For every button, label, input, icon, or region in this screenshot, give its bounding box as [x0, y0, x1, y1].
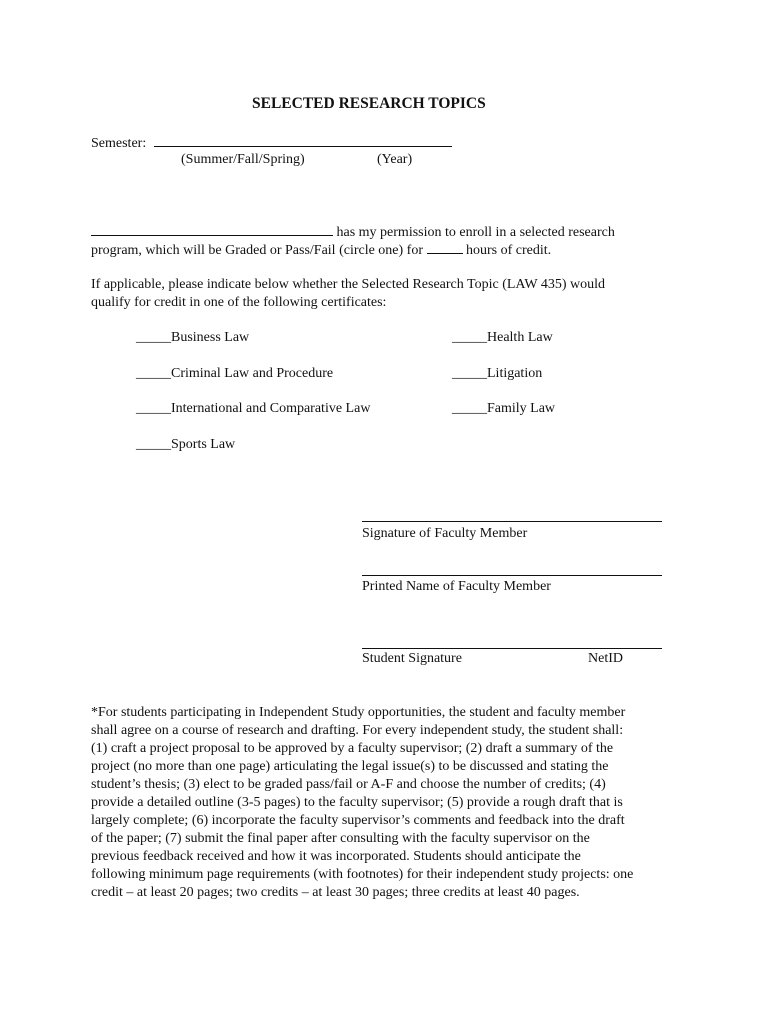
semester-year-hint: (Year)	[377, 152, 413, 167]
semester-term-hint: (Summer/Fall/Spring)	[181, 152, 305, 167]
semester-row	[91, 133, 452, 153]
footnote-line: provide a detailed outline (3-5 pages) to the faculty supervisor; (5) provide a rough draft that is	[91, 795, 623, 810]
independent-study-footnote	[91, 704, 633, 902]
certificates-intro-line-1: If applicable, please indicate below whether the Selected Research Topic (LAW 435) would	[91, 277, 606, 292]
student-signature-line[interactable]	[362, 648, 662, 649]
permission-text-2a: program, which will be Graded or Pass/Fail (circle one) for	[91, 243, 424, 258]
footnote-line: project (no more than one page) articulating the legal issue(s) to be discussed and stating the	[91, 759, 609, 774]
faculty-printed-name-line[interactable]	[362, 575, 662, 576]
certificate-business-law[interactable]: _____Business Law	[136, 330, 250, 345]
certificate-international-law[interactable]: _____International and Comparative Law	[136, 401, 371, 416]
certificate-health-law[interactable]: _____Health Law	[452, 330, 553, 345]
faculty-signature-label: Signature of Faculty Member	[362, 526, 528, 541]
student-name-blank[interactable]	[91, 222, 333, 236]
footnote-line: largely complete; (6) incorporate the faculty supervisor’s comments and feedback into the draft	[91, 813, 625, 828]
permission-line-1	[91, 222, 615, 242]
certificate-litigation[interactable]: _____Litigation	[452, 366, 543, 381]
certificates-intro-line-2: qualify for credit in one of the following certificates:	[91, 295, 387, 310]
faculty-signature-line[interactable]	[362, 521, 662, 522]
document-title: SELECTED RESEARCH TOPICS	[252, 95, 486, 112]
permission-text-2b: hours of credit.	[466, 243, 552, 258]
faculty-printed-name-label: Printed Name of Faculty Member	[362, 579, 551, 594]
footnote-line: of the paper; (7) submit the final paper after consulting with the faculty supervisor on the	[91, 831, 590, 846]
footnote-line: shall agree on a course of research and drafting. For every independent study, the student shall:	[91, 723, 624, 738]
certificate-criminal-law[interactable]: _____Criminal Law and Procedure	[136, 366, 334, 381]
footnote-line: credit – at least 20 pages; two credits – at least 30 pages; three credits at least 40 pages.	[91, 885, 580, 900]
permission-text-1: has my permission to enroll in a selected research	[336, 225, 615, 240]
permission-line-2	[91, 240, 551, 260]
student-signature-label: Student Signature	[362, 651, 462, 666]
footnote-line: *For students participating in Independent Study opportunities, the student and faculty member	[91, 705, 626, 720]
semester-blank[interactable]	[154, 133, 452, 147]
semester-label: Semester:	[91, 136, 147, 151]
netid-label: NetID	[588, 651, 623, 666]
certificate-sports-law[interactable]: _____Sports Law	[136, 437, 236, 452]
credit-hours-blank[interactable]	[427, 240, 463, 254]
footnote-line: previous feedback received and how it was incorporated. Students should anticipate the	[91, 849, 581, 864]
footnote-line: student’s thesis; (3) elect to be graded pass/fail or A-F and choose the number of credits; (4)	[91, 777, 606, 792]
footnote-line: (1) craft a project proposal to be approved by a faculty supervisor; (2) draft a summary of the	[91, 741, 614, 756]
certificate-family-law[interactable]: _____Family Law	[452, 401, 556, 416]
footnote-line: following minimum page requirements (with footnotes) for their independent study projects: one	[91, 867, 634, 882]
